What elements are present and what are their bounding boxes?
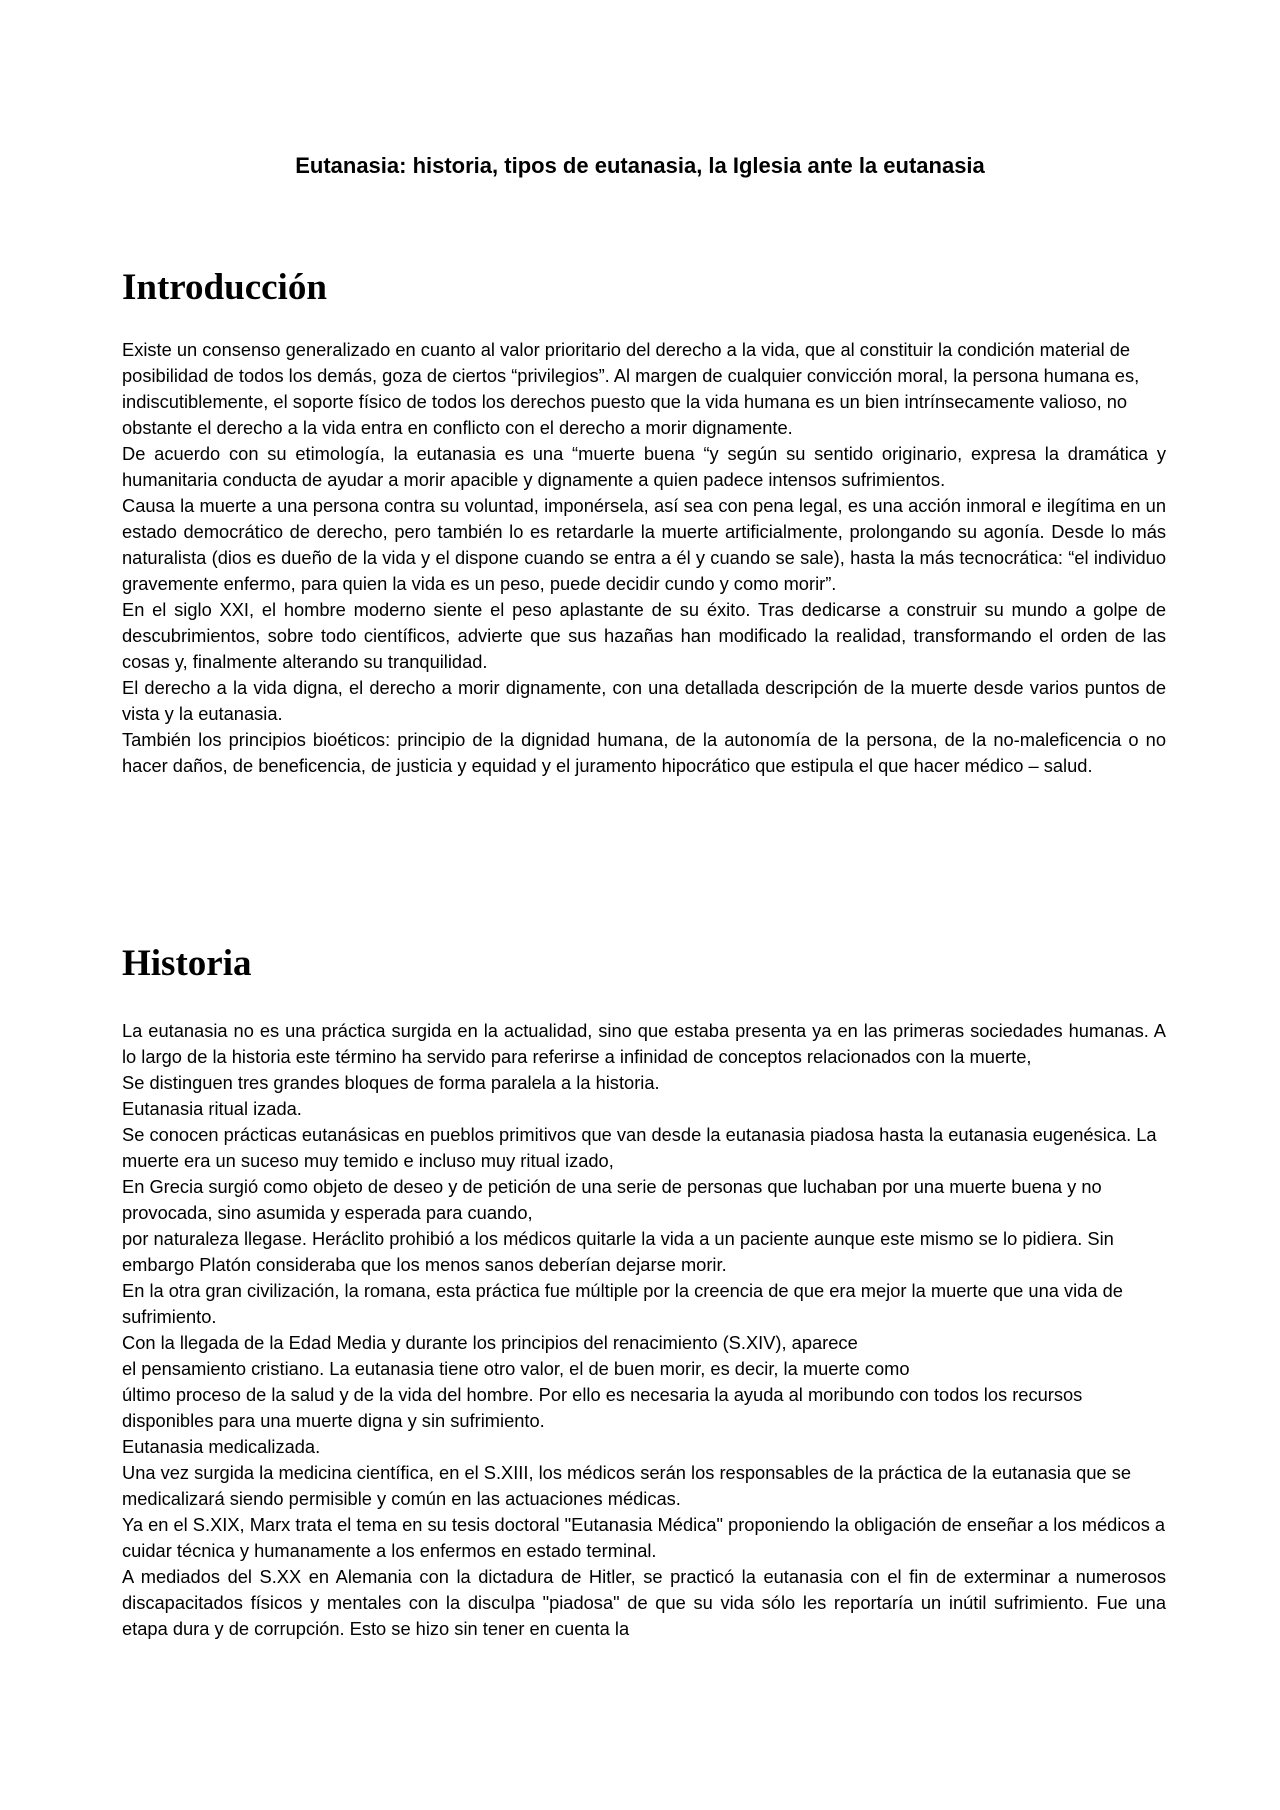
- paragraph: último proceso de la salud y de la vida del hombre. Por ello es necesaria la ayuda al moribundo con todos los recursos disponibles para una muerte digna y sin sufrimiento.: [122, 1384, 1083, 1431]
- paragraph: Una vez surgida la medicina científica, en el S.XIII, los médicos serán los responsables de la práctica de la eutanasia que se medicalizará siendo permisible y común en las actuaciones médicas.: [122, 1462, 1132, 1509]
- paragraph: Con la llegada de la Edad Media y durante los principios del renacimiento (S.XIV), aparece: [122, 1332, 858, 1353]
- paragraph: Causa la muerte a una persona contra su voluntad, imponérsela, así sea con pena legal, es una acción inmoral e ilegítima en un estado democrático de derecho, pero también lo es retardarle la muerte artificialmente, prolongando su agonía. Desde lo más naturalista (dios es dueño de la vida y el dispone cuando se entra a él y cuando se sale), hasta la más tecnocrática: “el individuo gravemente enfermo, para quien la vida es un peso, puede decidir cundo y como morir”.: [122, 495, 1166, 594]
- paragraph: Se distinguen tres grandes bloques de forma paralela a la historia.: [122, 1072, 660, 1093]
- paragraph: De acuerdo con su etimología, la eutanasia es una “muerte buena “y según su sentido originario, expresa la dramática y humanitaria conducta de ayudar a morir apacible y dignamente a quien padece intensos sufrimientos.: [122, 443, 1166, 490]
- paragraph: El derecho a la vida digna, el derecho a morir dignamente, con una detallada descripción de la muerte desde varios puntos de vista y la eutanasia.: [122, 677, 1166, 724]
- section-introduccion: [122, 337, 1166, 779]
- paragraph: el pensamiento cristiano. La eutanasia tiene otro valor, el de buen morir, es decir, la muerte como: [122, 1358, 910, 1379]
- document-title: Eutanasia: historia, tipos de eutanasia, la Iglesia ante la eutanasia: [295, 153, 985, 178]
- paragraph: En Grecia surgió como objeto de deseo y de petición de una serie de personas que luchaban por una muerte buena y no provocada, sino asumida y esperada para cuando,: [122, 1176, 1102, 1223]
- paragraph: La eutanasia no es una práctica surgida en la actualidad, sino que estaba presenta ya en las primeras sociedades humanas. A lo largo de la historia este término ha servido para referirse a infinidad de conceptos relacionados con la muerte,: [122, 1020, 1166, 1067]
- paragraph: Existe un consenso generalizado en cuanto al valor prioritario del derecho a la vida, que al constituir la condición material de posibilidad de todos los demás, goza de ciertos “privilegios”. Al margen de cualquier convicción moral, la persona humana es, indiscutiblemente, el soporte físico de todos los derechos puesto que la vida humana es un bien intrínsecamente valioso, no obstante el derecho a la vida entra en conflicto con el derecho a morir dignamente.: [122, 339, 1140, 438]
- paragraph: Eutanasia ritual izada.: [122, 1098, 302, 1119]
- paragraph: En la otra gran civilización, la romana, esta práctica fue múltiple por la creencia de que era mejor la muerte que una vida de sufrimiento.: [122, 1280, 1123, 1327]
- paragraph: por naturaleza llegase. Heráclito prohibió a los médicos quitarle la vida a un paciente aunque este mismo se lo pidiera. Sin embargo Platón consideraba que los menos sanos deberían dejarse morir.: [122, 1228, 1114, 1275]
- paragraph: En el siglo XXI, el hombre moderno siente el peso aplastante de su éxito. Tras dedicarse a construir su mundo a golpe de descubrimientos, sobre todo científicos, advierte que sus hazañas han modificado la realidad, transformando el orden de las cosas y, finalmente alterando su tranquilidad.: [122, 599, 1166, 672]
- section-historia: [122, 1018, 1166, 1642]
- paragraph: Eutanasia medicalizada.: [122, 1436, 321, 1457]
- heading-historia: Historia: [122, 943, 252, 984]
- heading-introduccion: Introducción: [122, 267, 327, 308]
- paragraph: A mediados del S.XX en Alemania con la dictadura de Hitler, se practicó la eutanasia con el fin de exterminar a numerosos discapacitados físicos y mentales con la disculpa "piadosa" de que su vida sólo les reportaría un inútil sufrimiento. Fue una etapa dura y de corrupción. Esto se hizo sin tener en cuenta la: [122, 1566, 1166, 1639]
- paragraph: También los principios bioéticos: principio de la dignidad humana, de la autonomía de la persona, de la no-maleficencia o no hacer daños, de beneficencia, de justicia y equidad y el juramento hipocrático que estipula el que hacer médico – salud.: [122, 729, 1166, 776]
- paragraph: Ya en el S.XIX, Marx trata el tema en su tesis doctoral "Eutanasia Médica" proponiendo la obligación de enseñar a los médicos a cuidar técnica y humanamente a los enfermos en estado terminal.: [122, 1514, 1166, 1561]
- paragraph: Se conocen prácticas eutanásicas en pueblos primitivos que van desde la eutanasia piadosa hasta la eutanasia eugenésica. La muerte era un suceso muy temido e incluso muy ritual izado,: [122, 1124, 1157, 1171]
